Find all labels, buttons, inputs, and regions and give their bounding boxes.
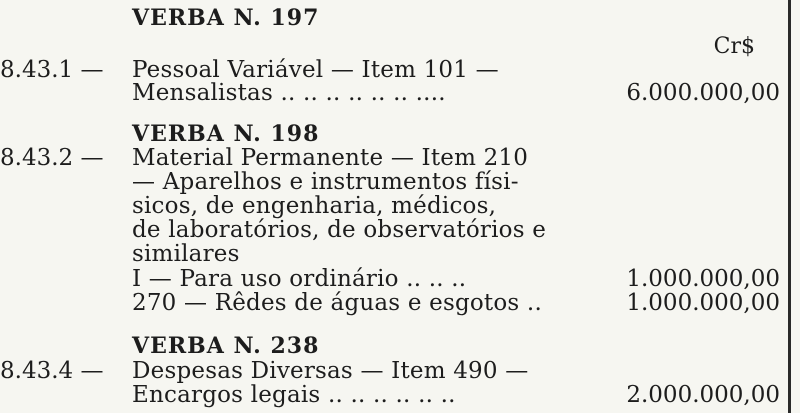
item-line: Mensalistas .. .. .. .. .. .. ....	[132, 80, 446, 106]
item-line: Pessoal Variável — Item 101 —	[132, 57, 499, 83]
item-line: Material Permanente — Item 210	[132, 145, 529, 171]
item-line: Encargos legais .. .. .. .. .. ..	[132, 382, 456, 408]
item-line: similares	[132, 241, 240, 267]
item-line: 270 — Rêdes de águas e esgotos ..	[132, 290, 542, 316]
item-line: Despesas Diversas — Item 490 —	[132, 358, 529, 384]
item-code-8-43-4: 8.43.4 —	[0, 358, 104, 384]
item-line: sicos, de engenharia, médicos,	[132, 193, 497, 219]
item-code-8-43-2: 8.43.2 —	[0, 145, 104, 171]
item-line: I — Para uso ordinário .. .. ..	[132, 266, 467, 292]
amount-6000000: 6.000.000,00	[626, 80, 780, 106]
verba-197-heading: VERBA N. 197	[132, 5, 320, 31]
currency-label: Cr$	[713, 34, 755, 59]
verba-198-heading: VERBA N. 198	[132, 121, 320, 147]
item-line: — Aparelhos e instrumentos físi-	[132, 169, 519, 195]
item-code-8-43-1: 8.43.1 —	[0, 57, 104, 83]
amount-2000000: 2.000.000,00	[626, 382, 780, 408]
amount-redes: 1.000.000,00	[626, 290, 780, 316]
verba-238-heading: VERBA N. 238	[132, 333, 320, 359]
item-line: de laboratórios, de observatórios e	[132, 217, 547, 243]
right-border-rule	[788, 0, 791, 413]
amount-uso-ordinario: 1.000.000,00	[626, 266, 780, 292]
